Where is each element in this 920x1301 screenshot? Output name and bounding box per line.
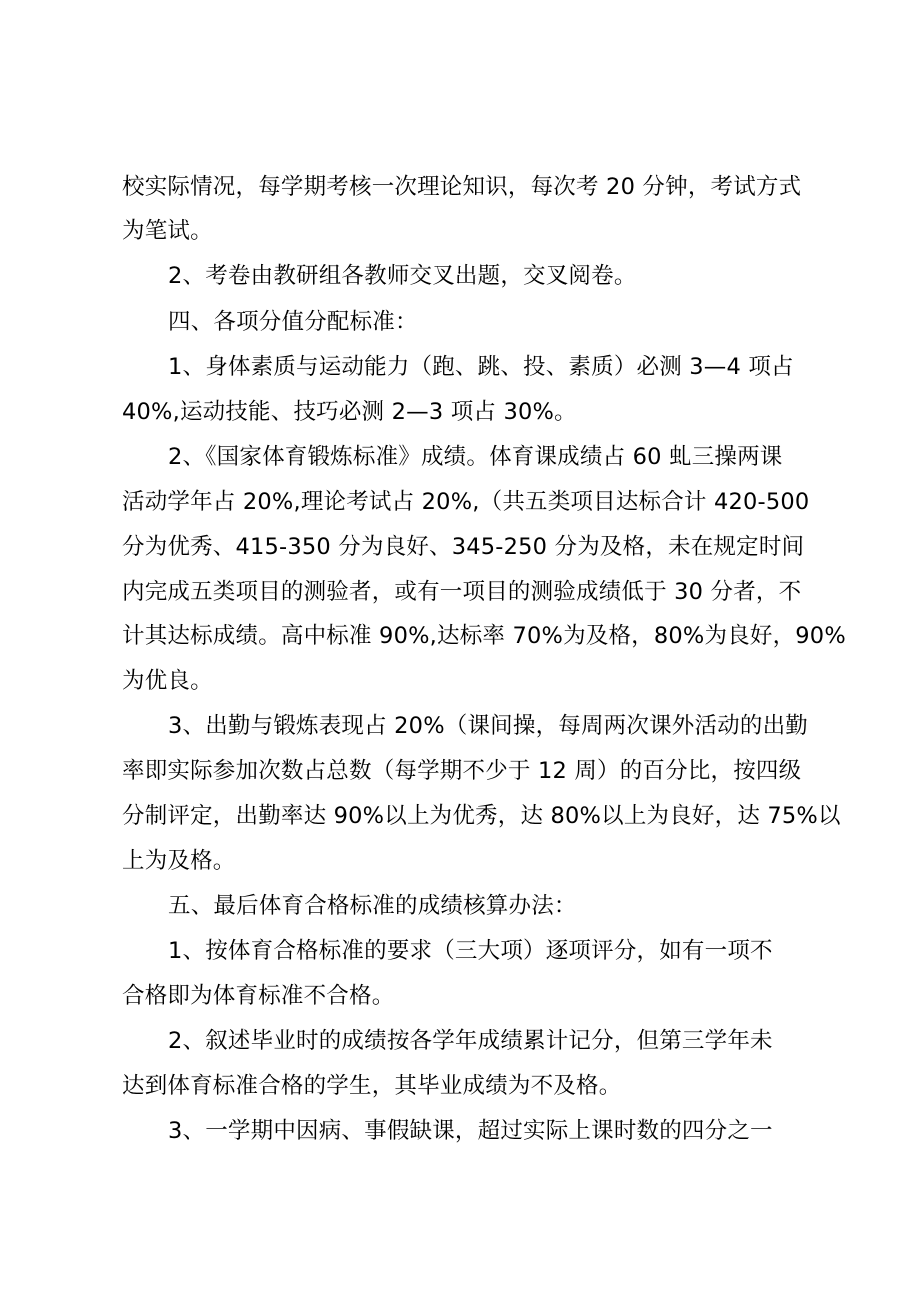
section-heading-4: 四、各项分值分配标准： [168,309,418,335]
paragraph-physical-ability: 1、身体素质与运动能力（跑、跳、投、素质）必测 3—4 项占 [168,354,794,380]
paragraph-graduation-score: 2、叙述毕业时的成绩按各学年成绩累计记分，但第三学年未 [168,1028,773,1054]
text-line: 40%,运动技能、技巧必测 2—3 项占 30%。 [122,399,577,425]
text-line: 活动学年占 20%,理论考试占 20%,（共五类项目达标合计 420-500 [122,489,810,515]
paragraph-national-standard: 2、《国家体育锻炼标准》成绩。体育课成绩占 60 虬三操两课 [168,444,783,470]
paragraph-attendance: 3、出勤与锻炼表现占 20%（课间操，每周两次课外活动的出勤 [168,713,808,739]
text-line: 率即实际参加次数占总数（每学期不少于 12 周）的百分比，按四级 [122,758,802,784]
text-line: 内完成五类项目的测验者，或有一项目的测验成绩低于 30 分者，不 [122,579,802,605]
paragraph-absence: 3、一学期中因病、事假缺课，超过实际上课时数的四分之一 [168,1118,773,1144]
text-line: 分为优秀、415-350 分为良好、345-250 分为及格，未在规定时间 [122,534,805,560]
text-line: 合格即为体育标准不合格。 [122,983,395,1009]
text-line: 计其达标成绩。高中标准 90%,达标率 70%为及格，80%为良好，90% [122,623,846,649]
text-line: 校实际情况，每学期考核一次理论知识，每次考 20 分钟，考试方式 [122,174,802,200]
section-heading-5: 五、最后体育合格标准的成绩核算办法： [168,893,577,919]
text-line: 达到体育标准合格的学生，其毕业成绩为不及格。 [122,1073,622,1099]
text-line: 为笔试。 [122,218,213,244]
paragraph-item-scoring: 1、按体育合格标准的要求（三大项）逐项评分，如有一项不 [168,938,773,964]
text-line: 上为及格。 [122,848,236,874]
paragraph-exam-paper: 2、考卷由教研组各教师交叉出题，交叉阅卷。 [168,263,637,289]
text-line: 分制评定，出勤率达 90%以上为优秀，达 80%以上为良好，达 75%以 [122,803,841,829]
text-line: 为优良。 [122,668,213,694]
